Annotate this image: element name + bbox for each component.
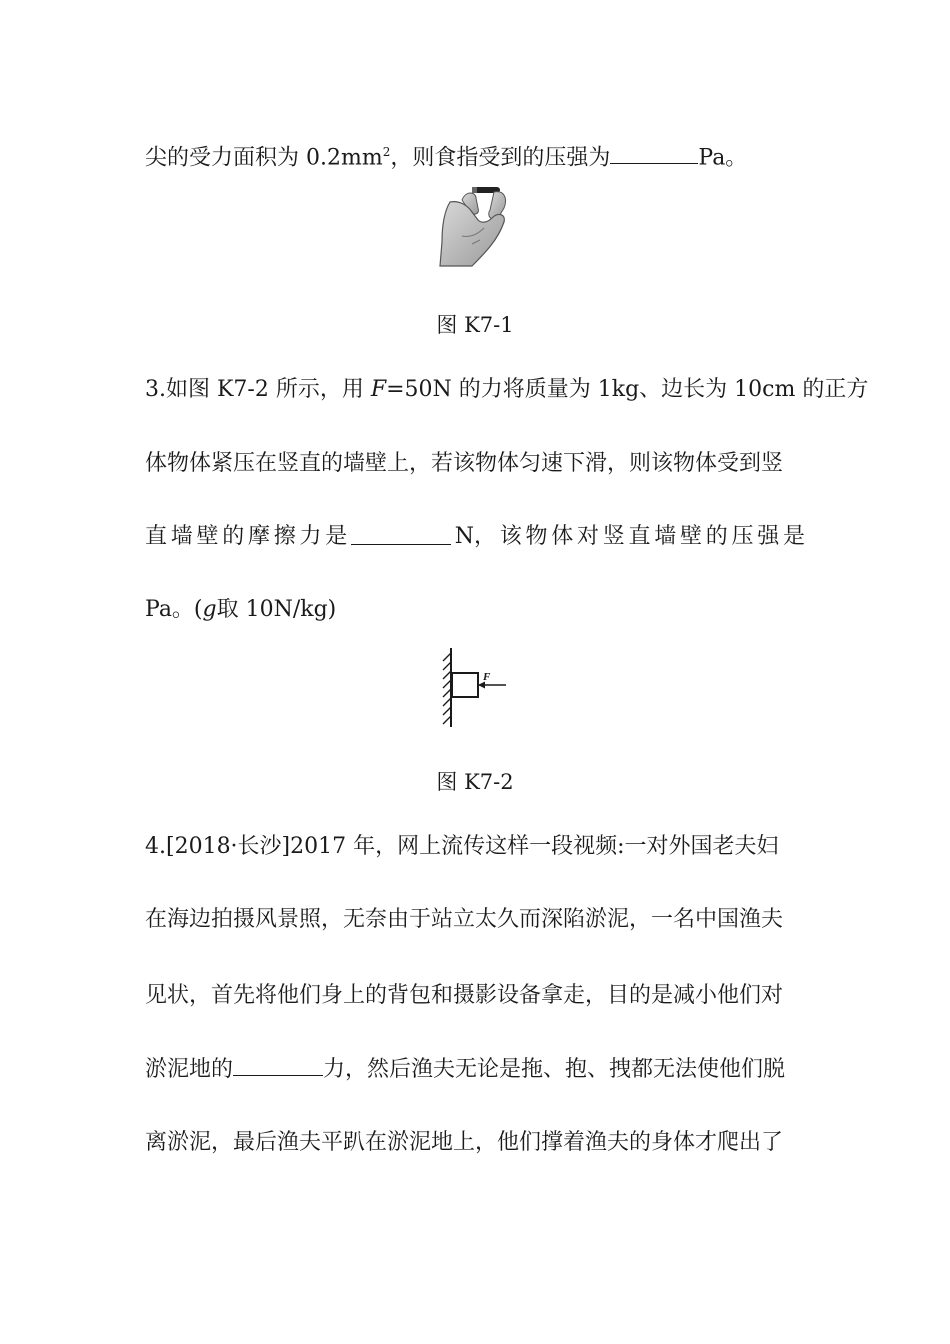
q3-char: 物 bbox=[525, 524, 548, 549]
q3-char: 摩 bbox=[248, 524, 271, 549]
q3-char: 压 bbox=[731, 524, 754, 549]
q3-char: 直 bbox=[145, 524, 168, 549]
q4-line-2: 在海边拍摄风景照，无奈由于站立太久而深陷淤泥，一名中国渔夫 bbox=[145, 907, 784, 932]
q2-superscript: 2 bbox=[382, 145, 391, 159]
q2-text-1: 尖的受力面积为 0.2mm bbox=[145, 145, 383, 171]
figure-hand-thumbtack bbox=[432, 182, 522, 272]
q3-char: 该 bbox=[499, 524, 522, 549]
q4-answer-blank[interactable] bbox=[233, 1053, 323, 1076]
q4-line-4-b: 力，然后渔夫无论是拖、抱、拽都无法使他们脱 bbox=[323, 1057, 786, 1082]
q3-char: 壁 bbox=[196, 524, 219, 549]
q2-text-2: ，则食指受到的压强为 bbox=[390, 145, 611, 171]
q4-line-3: 见状，首先将他们身上的背包和摄影设备拿走，目的是减小他们对 bbox=[145, 983, 784, 1008]
figure-k7-2-caption: 图 K7-2 bbox=[436, 770, 514, 794]
q3-char: 体 bbox=[551, 524, 574, 549]
q3-char: N， bbox=[454, 524, 496, 549]
q3-line-3 bbox=[145, 522, 805, 552]
q3-answer-blank-friction[interactable] bbox=[351, 522, 451, 545]
q3-line-1-b: =50N 的力将质量为 1kg、边长为 10cm 的正方 bbox=[386, 377, 869, 402]
q3-force-var: F bbox=[370, 377, 387, 402]
q2-last-line bbox=[145, 137, 747, 173]
q3-char: 墙 bbox=[170, 524, 193, 549]
q3-line-4-b: 取 10N/kg) bbox=[216, 597, 337, 622]
hand-pressing-pin-icon bbox=[432, 182, 522, 272]
q3-line-4 bbox=[145, 595, 336, 625]
q3-char: 是 bbox=[325, 524, 348, 549]
q3-char: 强 bbox=[757, 524, 780, 549]
q4-line-4-a: 淤泥地的 bbox=[145, 1057, 234, 1082]
block-diagram bbox=[452, 673, 478, 697]
q4-line-1: 4.[2018·长沙]2017 年，网上流传这样一段视频:一对外国老夫妇 bbox=[145, 834, 779, 859]
figure-k7-1-caption: 图 K7-1 bbox=[436, 313, 514, 337]
q3-char: 壁 bbox=[679, 524, 702, 549]
q4-line-4 bbox=[145, 1053, 785, 1085]
q3-char: 的 bbox=[705, 524, 728, 549]
q4-line-5: 离淤泥，最后渔夫平趴在淤泥地上，他们撑着渔夫的身体才爬出了 bbox=[145, 1130, 784, 1155]
q2-answer-blank[interactable] bbox=[610, 141, 698, 164]
figure-block-on-wall bbox=[430, 645, 520, 730]
q3-line-1 bbox=[145, 375, 868, 405]
q3-line-2: 体物体紧压在竖直的墙壁上，若该物体匀速下滑，则该物体受到竖 bbox=[145, 451, 784, 476]
q3-char: 直 bbox=[628, 524, 651, 549]
q3-char: 墙 bbox=[654, 524, 677, 549]
wall-diagram bbox=[443, 648, 451, 727]
q3-gravity-var: g bbox=[202, 597, 217, 622]
q3-char: 竖 bbox=[602, 524, 625, 549]
q3-line-4-a: Pa。( bbox=[145, 597, 203, 622]
force-label: F bbox=[483, 671, 491, 683]
q2-text-3: Pa。 bbox=[698, 145, 748, 171]
q3-char: 力 bbox=[299, 524, 322, 549]
q3-char: 擦 bbox=[273, 524, 296, 549]
q3-char: 的 bbox=[222, 524, 245, 549]
q3-char: 是 bbox=[782, 524, 805, 549]
q3-line-1-a: 3.如图 K7-2 所示，用 bbox=[145, 377, 371, 402]
q3-char: 对 bbox=[576, 524, 599, 549]
